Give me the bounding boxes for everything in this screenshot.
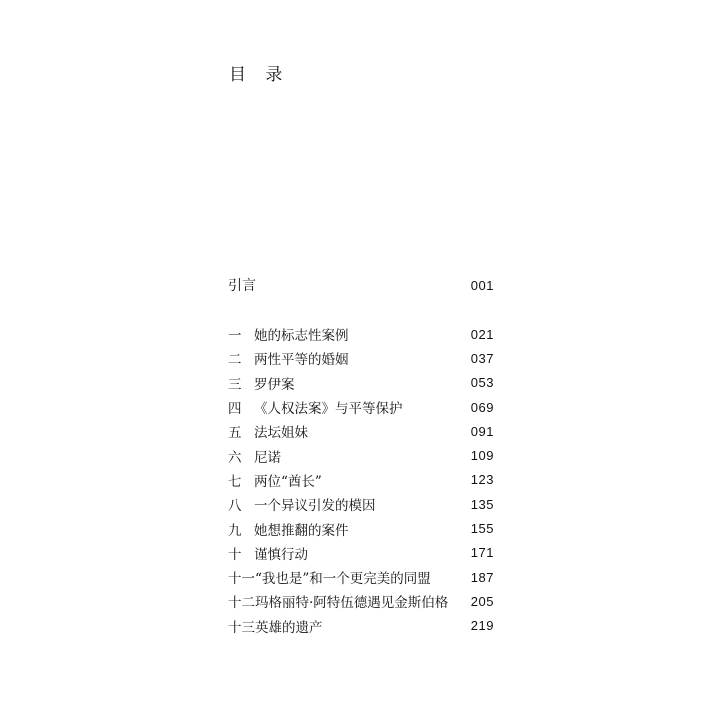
chapter-title: 英雄的遗产 — [255, 619, 323, 636]
chapter-number: 十三 — [228, 619, 255, 636]
chapter-number: 二 — [228, 352, 242, 369]
chapter-number: 九 — [228, 522, 242, 539]
chapter-title: 两位“酋长” — [254, 473, 322, 490]
chapter-number: 十一 — [228, 571, 255, 588]
intro-label: 引言 — [228, 278, 256, 294]
chapter-number: 四 — [228, 401, 242, 418]
chapter-page-number: 053 — [470, 375, 494, 391]
chapter-page-number: 069 — [470, 399, 494, 415]
toc-entry-chapter-2 — [228, 346, 494, 370]
chapter-title: 《人权法案》与平等保护 — [254, 401, 403, 418]
chapter-number: 十 — [228, 546, 242, 563]
chapter-number: 七 — [228, 473, 242, 490]
toc-entry-chapter-6 — [228, 443, 494, 467]
chapter-number: 六 — [228, 449, 242, 466]
chapter-title: “我也是”和一个更完美的同盟 — [255, 571, 431, 588]
chapter-page-number: 135 — [470, 496, 494, 512]
chapter-title: 一个异议引发的模因 — [254, 498, 376, 515]
toc-entry-chapter-9 — [228, 516, 494, 540]
chapter-page-number: 021 — [470, 326, 494, 342]
chapter-title: 法坛姐妹 — [254, 425, 308, 442]
chapter-page-number: 171 — [470, 545, 494, 561]
chapter-number: 十二 — [228, 595, 255, 612]
toc-entry-chapter-11 — [228, 565, 494, 589]
chapter-page-number: 091 — [470, 423, 494, 439]
toc-entry-chapter-3 — [228, 371, 494, 395]
chapter-page-number: 187 — [470, 569, 494, 585]
chapter-page-number: 037 — [470, 350, 494, 366]
chapter-number: 一 — [228, 328, 242, 345]
toc-entry-chapter-4 — [228, 395, 494, 419]
chapter-title: 她想推翻的案件 — [254, 522, 349, 539]
chapter-page-number: 109 — [470, 448, 494, 464]
toc-title: 目 录 — [229, 65, 290, 85]
chapter-page-number: 155 — [470, 521, 494, 537]
chapter-number: 五 — [228, 425, 242, 442]
chapter-title: 两性平等的婚姻 — [254, 352, 349, 369]
intro-page-number: 001 — [470, 277, 494, 293]
chapter-title: 罗伊案 — [254, 376, 295, 393]
toc-entry-chapter-7 — [228, 468, 494, 492]
chapter-list — [228, 322, 494, 638]
toc-entry-chapter-12 — [228, 589, 494, 613]
chapter-title: 尼诺 — [254, 449, 281, 466]
chapter-title: 玛格丽特·阿特伍德遇见金斯伯格 — [255, 595, 449, 612]
chapter-number: 三 — [228, 376, 242, 393]
toc-entry-chapter-1 — [228, 322, 494, 346]
toc-entry-chapter-13 — [228, 614, 494, 638]
toc-entry-chapter-10 — [228, 541, 494, 565]
toc-entry-chapter-8 — [228, 492, 494, 516]
toc-entry-chapter-5 — [228, 419, 494, 443]
chapter-title: 她的标志性案例 — [254, 328, 349, 345]
chapter-title: 谨慎行动 — [254, 546, 308, 563]
chapter-page-number: 219 — [470, 618, 494, 634]
chapter-number: 八 — [228, 498, 242, 515]
toc-entry-intro — [228, 276, 494, 294]
chapter-page-number: 205 — [470, 593, 494, 609]
chapter-page-number: 123 — [470, 472, 494, 488]
